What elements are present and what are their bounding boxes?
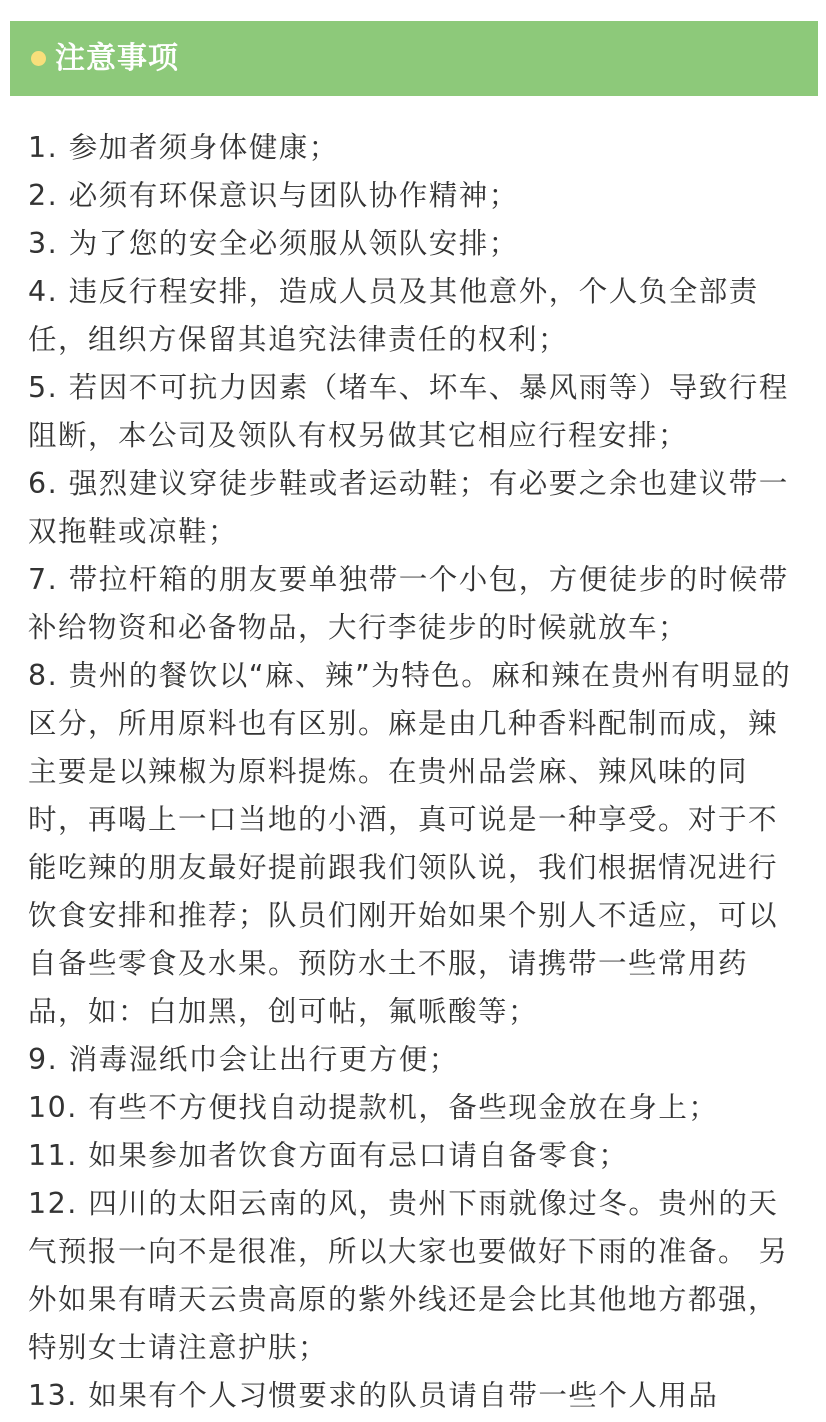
note-item: 1. 参加者须身体健康；	[28, 131, 339, 164]
note-item: 2. 必须有环保意识与团队协作精神；	[28, 179, 519, 212]
note-item: 12. 四川的太阳云南的风，贵州下雨就像过冬。贵州的天气预报一向不是很准，所以大家也要做好下雨的准备。 另外如果有晴天云贵高原的紫外线还是会比其他地方都强，特别女士请注意护肤；	[28, 1187, 789, 1364]
note-item: 6. 强烈建议穿徒步鞋或者运动鞋；有必要之余也建议带一双拖鞋或凉鞋；	[28, 467, 789, 548]
note-item: 7. 带拉杆箱的朋友要单独带一个小包，方便徒步的时候带补给物资和必备物品，大行李徒步的时候就放车；	[28, 563, 789, 644]
note-item: 8. 贵州的餐饮以“麻、辣”为特色。麻和辣在贵州有明显的区分，所用原料也有区别。麻是由几种香料配制而成，辣主要是以辣椒为原料提炼。在贵州品尝麻、辣风味的同时，再喝上一口当地的小酒，真可说是一种享受。对于不能吃辣的朋友最好提前跟我们领队说，我们根据情况进行饮食安排和推荐；队员们刚开始如果个别人不适应，可以自备些零食及水果。预防水土不服，请携带一些常用药品，如：白加黑，创可帖，氟哌酸等；	[28, 659, 792, 1028]
section-title: 注意事项	[55, 40, 179, 76]
note-item: 11. 如果参加者饮食方面有忌口请自备零食；	[28, 1139, 629, 1172]
note-item: 13. 如果有个人习惯要求的队员请自带一些个人用品	[28, 1379, 719, 1412]
bullet-dot-icon	[31, 51, 46, 66]
section-header	[10, 21, 818, 96]
note-item: 10. 有些不方便找自动提款机，备些现金放在身上；	[28, 1091, 719, 1124]
note-item: 5. 若因不可抗力因素（堵车、坏车、暴风雨等）导致行程阻断，本公司及领队有权另做其它相应行程安排；	[28, 371, 789, 452]
notes-list	[28, 124, 802, 1420]
note-item: 3. 为了您的安全必须服从领队安排；	[28, 227, 519, 260]
note-item: 9. 消毒湿纸巾会让出行更方便；	[28, 1043, 459, 1076]
note-item: 4. 违反行程安排，造成人员及其他意外，个人负全部责任，组织方保留其追究法律责任的权利；	[28, 275, 759, 356]
